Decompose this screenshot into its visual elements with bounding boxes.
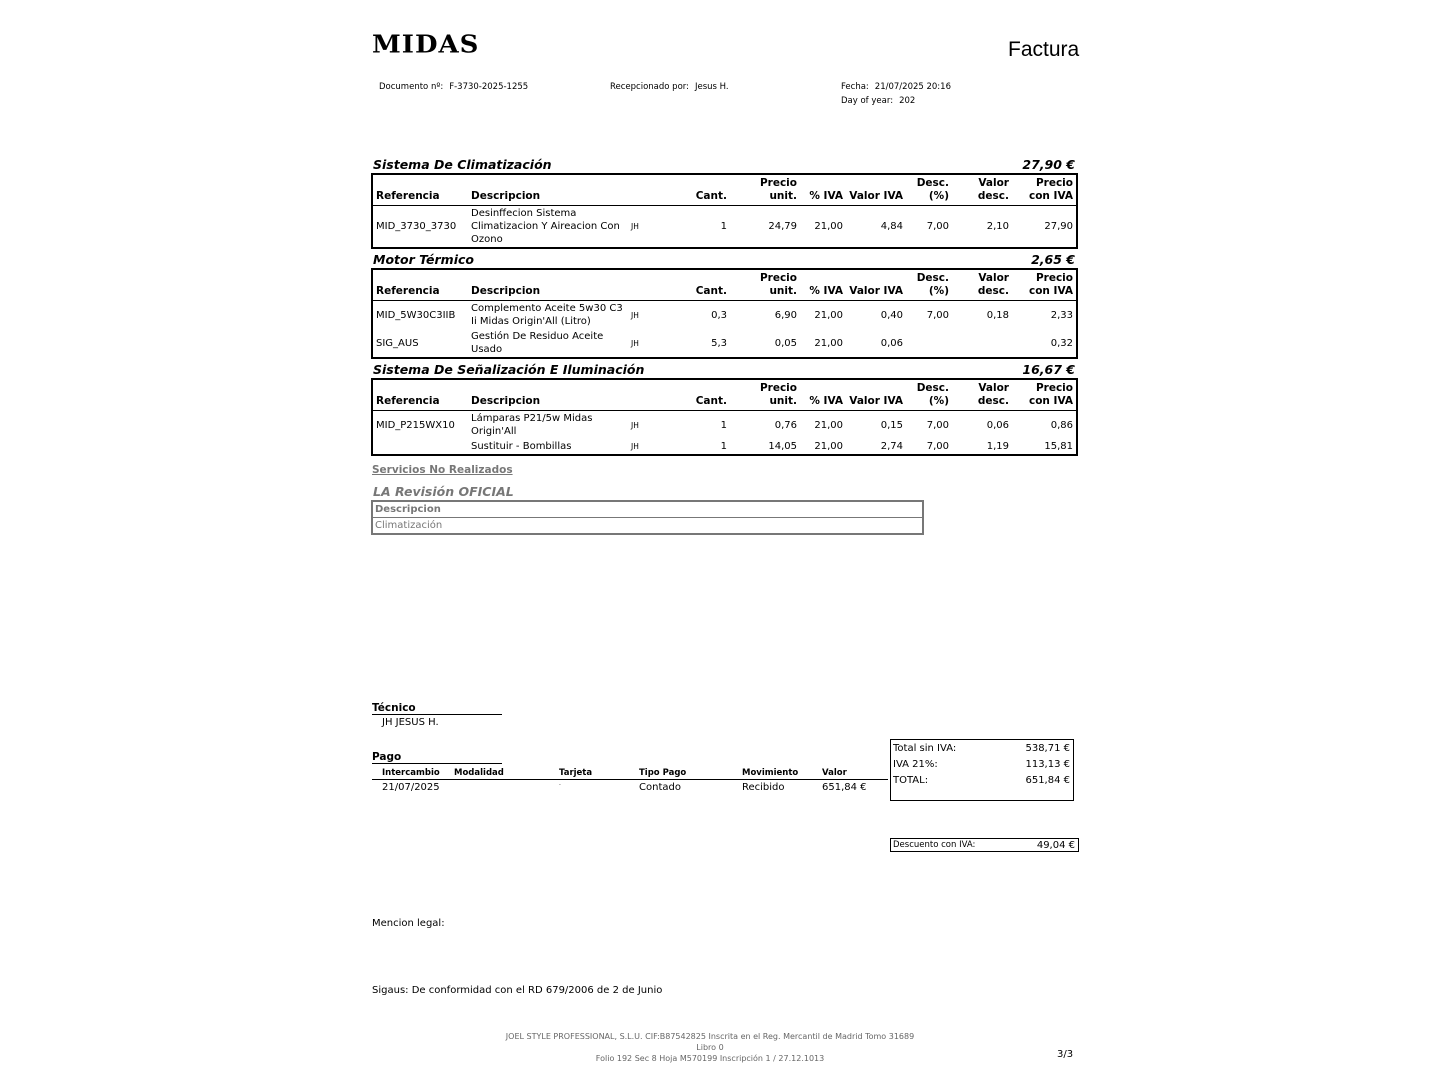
table-row [372, 411, 1077, 440]
table-header [372, 174, 1077, 206]
pay-col-valor: Valor [812, 766, 888, 780]
cell-precio: 0,05 [774, 337, 797, 349]
pay-intercambio: 21/07/2025 [382, 782, 440, 793]
total-sin-iva-label: Total sin IVA: [893, 743, 957, 754]
col-precio-unit: Precio unit. [730, 269, 800, 301]
document-type-title: Factura [1008, 38, 1080, 61]
col-descripcion: Descripcion [468, 269, 628, 301]
cell-iva: 21,00 [814, 337, 843, 349]
col-empty [628, 269, 670, 301]
discount-value: 49,04 € [1036, 839, 1075, 851]
cell-desc-pct: 7,00 [926, 309, 949, 321]
unrealized-row [372, 518, 923, 535]
col-precio-iva: Precio con IVA [1012, 379, 1077, 411]
pay-valor: 651,84 € [822, 782, 867, 793]
pay-tipo: Contado [639, 782, 681, 793]
cell-valor-iva: 0,06 [880, 337, 903, 349]
col-valor-desc: Valor desc. [952, 379, 1012, 411]
cell-valor-desc [952, 329, 1012, 358]
section-title [373, 362, 1075, 377]
cell-cant: 1 [720, 441, 727, 452]
col-desc-pct: Desc. (%) [906, 174, 952, 206]
cell-desc-pct: 7,00 [926, 441, 949, 452]
col-precio-unit: Precio unit. [730, 379, 800, 411]
footer-line-1: JOEL STYLE PROFESSIONAL, S.L.U. CIF:B87542825 Inscrita en el Reg. Mercantil de Madrid Tomo 31689 [505, 1032, 915, 1041]
cell-ini: JH [631, 338, 639, 348]
cell-ref [372, 439, 468, 455]
items-table [371, 268, 1078, 359]
pago-label: Pago [372, 751, 502, 764]
discount-box [890, 838, 1079, 852]
table-header [372, 269, 1077, 301]
fecha-label: Fecha: [841, 82, 869, 92]
unrealized-header [372, 501, 923, 518]
table-row [372, 439, 1077, 455]
cell-desc: Desinffecion Sistema Climatizacion Y Aireacion Con Ozono [471, 208, 620, 245]
cell-precio: 6,90 [774, 309, 797, 321]
company-footer [450, 1031, 970, 1064]
col-valor-iva: Valor IVA [846, 174, 906, 206]
cell-desc: Lámparas P21/5w Midas Origin'All [471, 413, 593, 437]
totals-box [890, 739, 1074, 801]
fecha [841, 82, 951, 92]
cell-iva: 21,00 [814, 419, 843, 431]
col-cant: Cant. [670, 269, 730, 301]
col-empty [628, 174, 670, 206]
cell-ref: MID_5W30C3IIB [376, 309, 456, 321]
cell-valor-desc: 0,18 [986, 309, 1009, 321]
footer-line-2: Libro 0 [696, 1043, 724, 1052]
table-row [372, 329, 1077, 358]
total-iva-label: IVA 21%: [893, 759, 938, 770]
cell-ref: MID_3730_3730 [376, 221, 457, 232]
cell-valor-iva: 4,84 [880, 221, 903, 232]
midas-logo: MIDAS [372, 30, 480, 60]
col-cant: Cant. [670, 174, 730, 206]
unrealized-services-title: Servicios No Realizados [372, 464, 513, 476]
col-iva: % IVA [800, 174, 846, 206]
cell-desc-pct: 7,00 [926, 221, 949, 232]
footer-line-3: Folio 192 Sec 8 Hoja M570199 Inscripción 1 / 27.12.1013 [595, 1054, 825, 1063]
payment-table [372, 766, 888, 794]
pay-col-intercambio: Intercambio [372, 766, 444, 780]
col-desc-pct: Desc. (%) [906, 379, 952, 411]
sigaus-note: Sigaus: De conformidad con el RD 679/2006 de 2 de Junio [372, 985, 663, 996]
col-desc-pct: Desc. (%) [906, 269, 952, 301]
col-descripcion: Descripcion [468, 379, 628, 411]
cell-desc: Complemento Aceite 5w30 C3 Ii Midas Origin'All (Litro) [471, 303, 623, 327]
col-cant: Cant. [670, 379, 730, 411]
col-referencia: Referencia [372, 174, 468, 206]
cell-ini: JH [631, 442, 639, 451]
col-valor-desc: Valor desc. [952, 174, 1012, 206]
col-iva: % IVA [800, 379, 846, 411]
section-name: Sistema De Señalización E Iluminación [373, 362, 645, 377]
col-descripcion: Descripcion [468, 174, 628, 206]
cell-ref: SIG_AUS [376, 337, 419, 349]
section-total: 2,65 € [1031, 252, 1075, 267]
cell-valor-desc: 0,06 [986, 419, 1009, 431]
cell-cant: 5,3 [711, 337, 727, 349]
pay-col-tipo: Tipo Pago [629, 766, 732, 780]
page-number: 3/3 [1057, 1049, 1074, 1060]
cell-precio-iva: 0,86 [1050, 419, 1073, 431]
col-valor-iva: Valor IVA [846, 269, 906, 301]
total-iva-value: 113,13 € [1025, 759, 1070, 770]
items-table [371, 173, 1078, 249]
documento-value: F-3730-2025-1255 [449, 82, 529, 92]
unrealized-table [371, 500, 924, 535]
section-name: Motor Térmico [373, 252, 474, 267]
documento-number [379, 82, 528, 92]
pay-modalidad [444, 780, 549, 795]
section-total: 27,90 € [1022, 157, 1075, 172]
cell-valor-iva: 2,74 [880, 441, 903, 452]
col-valor-iva: Valor IVA [846, 379, 906, 411]
total-final-value: 651,84 € [1025, 775, 1070, 786]
cell-precio-iva: 2,33 [1050, 309, 1073, 321]
tecnico-label: Técnico [372, 702, 502, 715]
pay-movimiento: Recibido [742, 782, 785, 793]
cell-valor-desc: 2,10 [986, 221, 1009, 232]
day-of-year [841, 96, 915, 106]
cell-precio-iva: 0,32 [1050, 337, 1073, 349]
cell-ini: JH [631, 222, 639, 231]
pay-col-tarjeta: Tarjeta [549, 766, 629, 780]
cell-precio-iva: 27,90 [1044, 221, 1073, 232]
day-value: 202 [899, 96, 916, 106]
items-table [371, 378, 1078, 456]
pay-col-modalidad: Modalidad [444, 766, 549, 780]
cell-ref: MID_P215WX10 [376, 419, 455, 431]
table-row [372, 301, 1077, 330]
col-precio-iva: Precio con IVA [1012, 174, 1077, 206]
unrealized-subtitle: LA Revisión OFICIAL [373, 484, 514, 499]
cell-desc-pct: 7,00 [926, 419, 949, 431]
col-empty [628, 379, 670, 411]
total-final-label: TOTAL: [893, 775, 929, 786]
total-sin-iva [891, 740, 1073, 756]
total-final [891, 772, 1073, 788]
total-iva [891, 756, 1073, 772]
section-name: Sistema De Climatización [373, 157, 552, 172]
pay-tarjeta: · [559, 782, 561, 789]
cell-valor-desc: 1,19 [986, 441, 1009, 452]
cell-iva: 21,00 [814, 221, 843, 232]
mencion-legal: Mencion legal: [372, 918, 445, 929]
col-referencia: Referencia [372, 379, 468, 411]
cell-cant: 1 [720, 221, 727, 232]
cell-iva: 21,00 [814, 441, 843, 452]
fecha-value: 21/07/2025 20:16 [874, 82, 951, 92]
recepcionado-por [610, 82, 729, 92]
col-precio-unit: Precio unit. [730, 174, 800, 206]
pay-col-movimiento: Movimiento [732, 766, 812, 780]
cell-cant: 0,3 [711, 309, 727, 321]
table-header [372, 379, 1077, 411]
cell-valor-iva: 0,15 [880, 419, 903, 431]
unrealized-item: Climatización [375, 520, 443, 531]
cell-precio: 14,05 [768, 441, 797, 452]
payment-row [372, 780, 888, 795]
cell-ini: JH [631, 420, 639, 430]
table-row [372, 206, 1077, 249]
col-referencia: Referencia [372, 269, 468, 301]
cell-desc: Sustituir - Bombillas [471, 441, 572, 452]
section-title [373, 157, 1075, 172]
cell-desc-pct [906, 329, 952, 358]
col-precio-iva: Precio con IVA [1012, 269, 1077, 301]
cell-desc: Gestión De Residuo Aceite Usado [471, 331, 604, 355]
recepcionado-label: Recepcionado por: [610, 82, 689, 92]
col-iva: % IVA [800, 269, 846, 301]
cell-precio: 0,76 [774, 419, 797, 431]
cell-iva: 21,00 [814, 309, 843, 321]
day-label: Day of year: [841, 96, 894, 106]
cell-precio: 24,79 [768, 221, 797, 232]
discount-label: Descuento con IVA: [893, 840, 976, 850]
tecnico-value: JH JESUS H. [382, 717, 439, 728]
recepcionado-value: Jesus H. [695, 82, 729, 92]
col-valor-desc: Valor desc. [952, 269, 1012, 301]
section-title [373, 252, 1075, 267]
documento-label: Documento nº: [379, 82, 444, 92]
payment-header [372, 766, 888, 780]
unrealized-col: Descripcion [372, 501, 923, 518]
cell-precio-iva: 15,81 [1044, 441, 1073, 452]
cell-valor-iva: 0,40 [880, 309, 903, 321]
section-total: 16,67 € [1022, 362, 1075, 377]
cell-cant: 1 [720, 419, 727, 431]
cell-ini: JH [631, 310, 639, 320]
total-sin-iva-value: 538,71 € [1025, 743, 1070, 754]
